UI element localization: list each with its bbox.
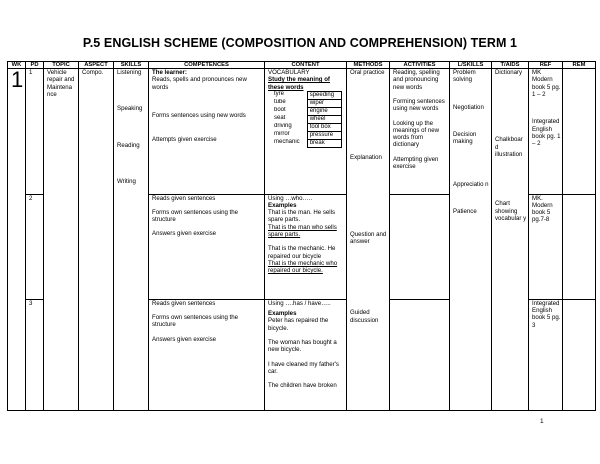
col-header: REM bbox=[563, 62, 596, 69]
method-item: Oral practice bbox=[350, 69, 385, 77]
example-line: The children have broken bbox=[268, 382, 337, 390]
lskill-item: Appreciatio n bbox=[453, 180, 489, 188]
table-row bbox=[8, 69, 596, 194]
activities-cell bbox=[390, 299, 450, 410]
col-header: METHODS bbox=[347, 62, 390, 69]
activity-item: Forming sentences using new words bbox=[393, 97, 445, 113]
col-header: REF bbox=[529, 62, 563, 69]
ref-cell bbox=[529, 69, 563, 194]
lskills-cell bbox=[450, 69, 492, 411]
activities-cell bbox=[390, 69, 450, 194]
lskill-item: Negotiation bbox=[453, 103, 484, 111]
competence-item: Attempts given exercise bbox=[152, 136, 217, 144]
week-number: 1 bbox=[11, 68, 24, 93]
competence-item: Reads given sentences bbox=[152, 299, 216, 307]
vocab-word: wheel bbox=[307, 115, 341, 123]
vocab-word: wiper bbox=[307, 99, 341, 107]
competences-cell bbox=[149, 194, 265, 299]
content-cell bbox=[265, 69, 347, 194]
content-cell bbox=[265, 194, 347, 299]
taids-cell bbox=[492, 69, 529, 411]
col-header: ACTIVITIES bbox=[390, 62, 450, 69]
col-header: TOPIC bbox=[44, 62, 79, 69]
vocab-word: mechanic bbox=[274, 139, 300, 146]
method-item: Guided discussion bbox=[350, 309, 379, 324]
content-subheading: Study the meaning of these words bbox=[268, 76, 330, 91]
example-line: That is the mechanic who repaired our bicycle. bbox=[268, 259, 338, 275]
activity-item: Attempting given exercise bbox=[393, 155, 439, 171]
pd-cell: 1 bbox=[26, 69, 44, 194]
rem-cell bbox=[563, 69, 596, 194]
activity-item: Reading, spelling and pronouncing new words bbox=[393, 69, 440, 91]
competence-item: Reads, spells and pronounces new words bbox=[152, 76, 247, 91]
ref-item: Integrated English book pg. 1 – 2 bbox=[532, 118, 561, 148]
methods-cell bbox=[347, 69, 390, 411]
col-header: L/SKILLS bbox=[450, 62, 492, 69]
example-line: I have cleaned my father's car. bbox=[268, 360, 339, 375]
aspect-cell: Compo. bbox=[79, 69, 114, 411]
scheme-of-work-table bbox=[7, 61, 596, 411]
rem-cell bbox=[563, 194, 596, 299]
ref-item: MK Modern book 5 pg. 1 – 2 bbox=[532, 69, 561, 98]
example-line: The woman has bought a new bicycle. bbox=[268, 338, 337, 354]
vocab-word: engine bbox=[307, 107, 341, 115]
taid-item: Chart showing vocabular y bbox=[495, 200, 527, 222]
ref-cell bbox=[529, 299, 563, 410]
content-structure: Using …who….. bbox=[268, 194, 313, 202]
rem-cell bbox=[563, 299, 596, 410]
activities-cell bbox=[390, 194, 450, 299]
ref-item: MK. Modern book 5 pg.7-8 bbox=[532, 194, 553, 224]
competences-heading: The learner: bbox=[152, 69, 187, 77]
vocab-word: speeding bbox=[307, 91, 341, 99]
skill-item: Writing bbox=[117, 177, 136, 185]
page-title: P.5 ENGLISH SCHEME (COMPOSITION AND COMPREHENSION) TERM 1 bbox=[82, 36, 518, 50]
col-header: SKILLS bbox=[114, 62, 149, 69]
lskill-item: Patience bbox=[453, 207, 477, 215]
vocab-word: tyre bbox=[274, 91, 285, 98]
page-number: 1 bbox=[540, 418, 544, 425]
skill-item: Listening bbox=[117, 69, 142, 77]
vocab-word: driving bbox=[274, 123, 292, 130]
taid-item: Chalkboar d illustration bbox=[495, 136, 523, 158]
vocab-word: mirror bbox=[274, 131, 290, 138]
lskill-item: Problem solving bbox=[453, 69, 476, 84]
examples-label: Examples bbox=[268, 201, 297, 209]
content-cell bbox=[265, 299, 347, 410]
competence-item: Forms sentences using new words bbox=[152, 111, 246, 119]
ref-cell bbox=[529, 194, 563, 299]
col-header: ASPECT bbox=[79, 62, 114, 69]
pd-cell: 2 bbox=[26, 194, 44, 299]
skill-item: Speaking bbox=[117, 105, 143, 113]
skills-cell bbox=[114, 69, 149, 411]
example-line: That is the man. He sells spare parts. bbox=[268, 209, 336, 224]
method-item: Explanation bbox=[350, 154, 382, 162]
topic-cell: Vehicle repair and Maintena nce bbox=[44, 69, 79, 411]
col-header: T/AIDS bbox=[492, 62, 529, 69]
col-header: CONTENT bbox=[265, 62, 347, 69]
vocab-word: pressure bbox=[307, 131, 341, 139]
vocab-word: break bbox=[307, 139, 341, 147]
vocabulary-table bbox=[272, 91, 342, 148]
col-header: COMPETENCES bbox=[149, 62, 265, 69]
example-line: That is the man who sells spare parts. bbox=[268, 223, 337, 238]
vocab-word: boot bbox=[274, 107, 286, 114]
example-line: Peter has repaired the bicycle. bbox=[268, 317, 329, 332]
vocab-word: seat bbox=[274, 115, 286, 122]
competences-cell bbox=[149, 299, 265, 410]
competence-item: Forms own sentences using the structure bbox=[152, 314, 239, 329]
activity-item: Looking up the meanings of new words from dictionary bbox=[393, 119, 440, 149]
content-structure: Using ….has / have….. bbox=[268, 299, 331, 307]
method-item: Question and answer bbox=[350, 230, 387, 245]
competence-item: Forms own sentences using the structure bbox=[152, 208, 239, 224]
week-cell bbox=[8, 69, 26, 411]
taid-item: Dictionary bbox=[495, 69, 523, 77]
pd-cell: 3 bbox=[26, 299, 44, 410]
header-row bbox=[8, 62, 596, 69]
example-line: That is the mechanic. He repaired our bicycle bbox=[268, 245, 336, 260]
skill-item: Reading bbox=[117, 141, 140, 149]
examples-label: Examples bbox=[268, 310, 297, 318]
ref-item: Integrated English book 5 pg. 3 bbox=[532, 299, 561, 329]
col-header: WK bbox=[8, 62, 26, 69]
lskill-item: Decision making bbox=[453, 130, 477, 146]
col-header: PD bbox=[26, 62, 44, 69]
vocab-word: tube bbox=[274, 99, 286, 106]
vocab-word: tool box bbox=[307, 123, 341, 131]
content-heading: VOCABULARY bbox=[268, 69, 310, 77]
competence-item: Reads given sentences bbox=[152, 194, 216, 202]
competence-item: Answers given exercise bbox=[152, 335, 217, 343]
competences-cell bbox=[149, 69, 265, 194]
competence-item: Answers given exercise bbox=[152, 230, 217, 238]
